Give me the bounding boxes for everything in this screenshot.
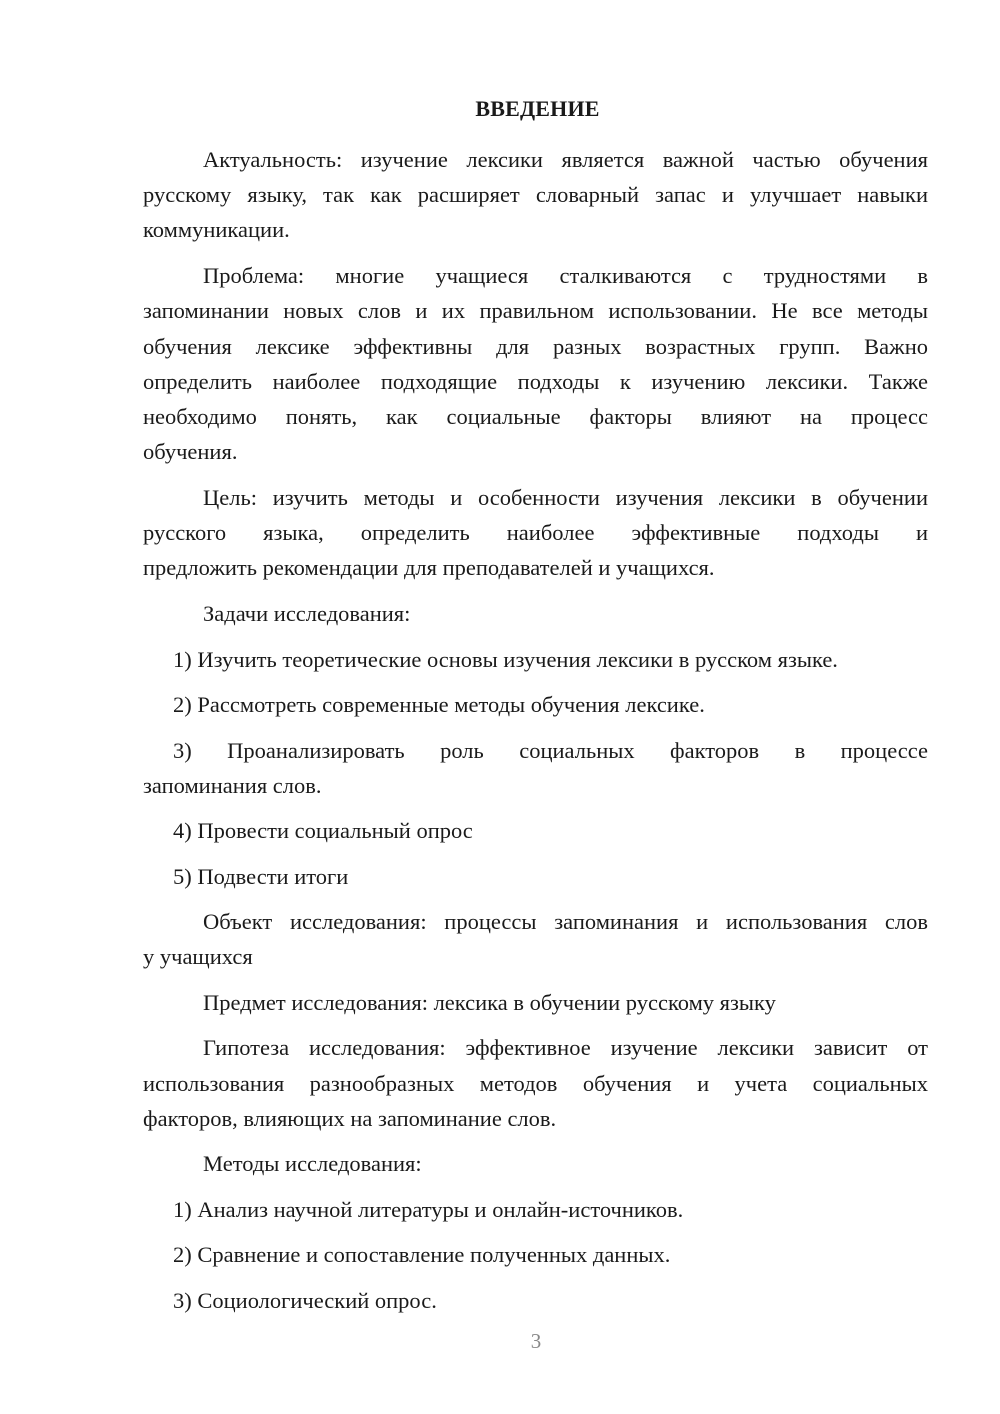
task-item-1: 1) Изучить теоретические основы изучения лексики в русском языке. xyxy=(173,647,838,672)
problem-line-5: необходимо понять, как социальные факторы влияют на процесс xyxy=(143,404,928,429)
method-item-3: 3) Социологический опрос. xyxy=(173,1288,437,1313)
methods-heading: Методы исследования: xyxy=(203,1151,422,1176)
object-line-2: у учащихся xyxy=(143,944,253,969)
tasks-heading: Задачи исследования: xyxy=(203,601,411,626)
goal-line-2: русского языка, определить наиболее эффективные подходы и xyxy=(143,520,928,545)
relevance-line-1: Актуальность: изучение лексики является важной частью обучения xyxy=(203,147,928,172)
hypothesis-line-1: Гипотеза исследования: эффективное изучение лексики зависит от xyxy=(203,1035,928,1060)
hypothesis-line-2: использования разнообразных методов обучения и учета социальных xyxy=(143,1071,928,1096)
subject-line: Предмет исследования: лексика в обучении русскому языку xyxy=(203,990,776,1015)
problem-line-4: определить наиболее подходящие подходы к изучению лексики. Также xyxy=(143,369,928,394)
problem-line-2: запоминании новых слов и их правильном использовании. Не все методы xyxy=(143,298,928,323)
task-item-3-continued: запоминания слов. xyxy=(143,773,322,798)
problem-line-3: обучения лексике эффективны для разных возрастных групп. Важно xyxy=(143,334,928,359)
object-line-1: Объект исследования: процессы запоминания и использования слов xyxy=(203,909,928,934)
problem-line-6: обучения. xyxy=(143,439,238,464)
task-item-4: 4) Провести социальный опрос xyxy=(173,818,473,843)
task-item-2: 2) Рассмотреть современные методы обучения лексике. xyxy=(173,692,705,717)
task-item-3: 3) Проанализировать роль социальных факторов в процессе xyxy=(173,738,928,763)
goal-line-1: Цель: изучить методы и особенности изучения лексики в обучении xyxy=(203,485,928,510)
relevance-line-2: русскому языку, так как расширяет словарный запас и улучшает навыки xyxy=(143,182,928,207)
task-item-5: 5) Подвести итоги xyxy=(173,864,349,889)
problem-line-1: Проблема: многие учащиеся сталкиваются с трудностями в xyxy=(203,263,928,288)
hypothesis-line-3: факторов, влияющих на запоминание слов. xyxy=(143,1106,557,1131)
page-title: ВВЕДЕНИЕ xyxy=(475,96,600,121)
relevance-line-3: коммуникации. xyxy=(143,217,290,242)
page-number: 3 xyxy=(530,1329,542,1353)
method-item-1: 1) Анализ научной литературы и онлайн-источников. xyxy=(173,1197,684,1222)
goal-line-3: предложить рекомендации для преподавателей и учащихся. xyxy=(143,555,715,580)
method-item-2: 2) Сравнение и сопоставление полученных данных. xyxy=(173,1242,671,1267)
